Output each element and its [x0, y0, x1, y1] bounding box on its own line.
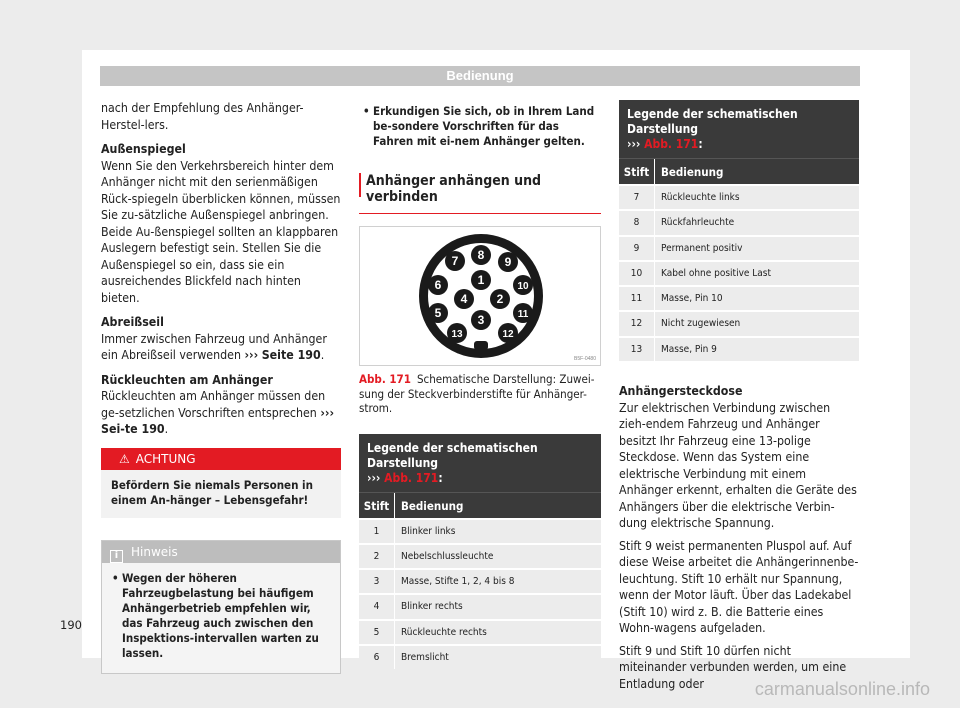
table-row — [619, 211, 859, 234]
watermark: carmanualsonline.info — [754, 679, 930, 699]
figure-reference-link[interactable]: Abb. 171 — [644, 137, 699, 151]
cell-stift: 12 — [619, 312, 655, 335]
warning-label: ACHTUNG — [135, 451, 196, 466]
pin-label: 13 — [451, 329, 463, 340]
pin-label: 11 — [517, 309, 529, 320]
paragraph: Wenn Sie den Verkehrsbereich hinter dem Anhänger nicht mit den serienmäßigen Rück-spiegeln überblicken können, müssen Sie zu-sätzliche Außenspiegel anbringen. Beide Au-ßenspiegel sollten an klappbaren Auslegern befestigt sein. Stellen Sie die Außenspiegel so ein, dass sie ein ausreichendes Blickfeld nach hinten bieten. — [101, 158, 341, 305]
paragraph: Rückleuchten am Anhänger müssen den ge-setzlichen Vorschriften entsprechen — [101, 389, 326, 420]
table-row — [619, 312, 859, 335]
page-number: 190 — [60, 618, 82, 632]
cell-bedienung: Nicht zugewiesen — [661, 318, 741, 330]
table-row — [359, 621, 601, 644]
pin-label: 2 — [496, 292, 504, 306]
cell-bedienung: Bremslicht — [401, 651, 449, 663]
note-bullet — [102, 563, 340, 673]
cell-bedienung: Blinker links — [401, 525, 456, 537]
pin-label: 5 — [434, 306, 442, 320]
page-reference-link[interactable]: Seite 190 — [261, 348, 321, 362]
cell-bedienung: Masse, Pin 9 — [661, 343, 717, 355]
cell-bedienung: Kabel ohne positive Last — [661, 267, 772, 279]
cell-bedienung: Masse, Stifte 1, 2, 4 bis 8 — [401, 576, 515, 588]
connector-key-notch — [474, 341, 488, 350]
subheading: Außenspiegel — [101, 142, 186, 156]
caption-text: Schematische Darstellung: Zuwei-sung der Steckverbinderstifte für Anhänger-strom. — [359, 372, 595, 415]
header-stift: Stift — [359, 493, 395, 518]
pin-label: 10 — [517, 281, 529, 292]
legend-table-1 — [359, 434, 601, 670]
cell-stift: 1 — [359, 520, 395, 543]
note-text: Wegen der höheren Fahrzeugbelastung bei häufigem Anhängerbetrieb empfehlen wir, das Fahrzeug auch zwischen den Inspektions-intervallen warten zu lassen. — [122, 570, 319, 660]
warning-header — [101, 448, 341, 470]
section-rueckleuchten: Rückleuchten am Anhänger Rückleuchten am Anhänger müssen den ge-setzlichen Vorschriften entsprechen ››› Sei-te 190. — [101, 372, 335, 436]
column-middle — [359, 100, 601, 669]
table-row — [619, 338, 859, 361]
page-header: Bedienung — [100, 66, 860, 86]
section-aussenspiegel — [101, 141, 341, 306]
paragraph: Zur elektrischen Verbindung zwischen zieh-endem Fahrzeug und Anhänger besitzt Ihr Fahrzeug eine 13-polige Steckdose. Wenn das System eine elektrische Verbindung mit einem Anhänger erkennt, erhalten die Geräte des Anhängers über die elektrische Verbin-dung elektrische Spannung. — [619, 400, 857, 531]
chevron-link-icon: ››› — [627, 137, 641, 151]
cell-stift: 13 — [619, 338, 655, 361]
cell-bedienung: Nebelschlussleuchte — [401, 550, 494, 562]
cell-stift: 5 — [359, 621, 395, 644]
cell-bedienung: Rückleuchte links — [661, 192, 740, 203]
chevron-link-icon: ››› — [244, 348, 259, 362]
figure-reference-link[interactable]: Abb. 171 — [384, 470, 439, 485]
subheading: Anhängersteckdose — [619, 384, 743, 399]
table-header — [619, 158, 859, 184]
pin-label: 4 — [460, 292, 468, 306]
pin-label: 12 — [502, 329, 514, 340]
cell-bedienung: Rückfahrleuchte — [661, 217, 735, 229]
figure-caption — [359, 372, 601, 416]
subheading: Rückleuchten am Anhänger — [101, 372, 273, 387]
subheading: Abreißseil — [101, 315, 164, 329]
cell-stift: 2 — [359, 545, 395, 568]
cell-bedienung: Masse, Pin 10 — [661, 293, 723, 305]
pin-label: 8 — [477, 248, 485, 262]
table-body — [619, 186, 859, 361]
table-title: Legende der schematischen Darstellung ››› Abb. 171: — [359, 434, 601, 492]
cell-stift: 4 — [359, 595, 395, 618]
cell-stift: 6 — [359, 646, 395, 669]
bullet-item — [359, 100, 601, 149]
legend-table-2 — [619, 100, 859, 361]
table-title-text: Legende der schematischen Darstellung — [367, 440, 538, 470]
paragraph: Stift 9 und Stift 10 dürfen nicht miteinander verbunden werden, um eine Entladung oder — [619, 643, 847, 691]
table-row — [619, 237, 859, 260]
figure-code: B5F-0480 — [574, 356, 596, 362]
header-stift: Stift — [619, 159, 655, 184]
bullet-icon: • — [112, 570, 119, 585]
cell-stift: 3 — [359, 570, 395, 593]
pin-label: 3 — [477, 313, 485, 327]
note-header — [102, 541, 340, 563]
table-row — [619, 186, 859, 209]
note-label: Hinweis — [131, 544, 178, 559]
cell-stift: 11 — [619, 287, 655, 310]
cell-bedienung: Blinker rechts — [401, 601, 463, 613]
bullet-icon: • — [363, 104, 370, 118]
paragraph: nach der Empfehlung des Anhänger-Herstel-lers. — [101, 101, 304, 132]
cell-stift: 7 — [619, 186, 655, 209]
connector-pin-diagram — [360, 227, 600, 365]
paragraph: Immer zwischen Fahrzeug und Anhänger ein Abreißseil verwenden — [101, 331, 327, 362]
info-icon: i — [110, 550, 123, 563]
header-bedienung: Bedienung — [401, 498, 464, 513]
chevron-link-icon: ››› — [320, 405, 335, 420]
column-left — [101, 100, 341, 674]
header-bedienung: Bedienung — [661, 165, 724, 179]
pin-label: 7 — [451, 254, 459, 268]
table-row — [619, 287, 859, 310]
bullet-text: Erkundigen Sie sich, ob in Ihrem Land be-sondere Vorschriften für das Fahren mit ei-nem Anhänger gelten. — [373, 104, 595, 148]
column-right — [619, 100, 859, 700]
page-reference-link[interactable]: Sei-te 190 — [101, 422, 165, 436]
table-row — [619, 262, 859, 285]
table-title-text: Legende der schematischen Darstellung — [627, 107, 798, 136]
table-title: Legende der schematischen Darstellung ››› Abb. 171: — [619, 100, 859, 158]
cell-stift: 8 — [619, 211, 655, 234]
warning-text: Befördern Sie niemals Personen in einem An-hänger – Lebensgefahr! — [111, 477, 313, 507]
note-box — [101, 540, 341, 674]
paragraph: Stift 9 weist permanenten Pluspol auf. Auf diese Weise arbeitet die Anhängerinnenbe-leuchtung. Stift 10 erhält nur Spannung, wenn der Motor läuft. Über das Ladekabel (Stift 10) wird z. B. die Batterie eines Wohn-wagens aufgeladen. — [619, 538, 859, 636]
table-row — [359, 646, 601, 669]
cell-stift: 9 — [619, 237, 655, 260]
table-row — [359, 545, 601, 568]
pin-label: 9 — [504, 255, 512, 269]
table-row — [359, 570, 601, 593]
warning-box — [101, 448, 341, 518]
table-row — [359, 595, 601, 618]
table-body — [359, 520, 601, 670]
connector-figure — [359, 226, 601, 366]
section-abreissseil: Abreißseil Immer zwischen Fahrzeug und Anhänger ein Abreißseil verwenden ››› Seite 190. — [101, 315, 327, 362]
table-header — [359, 492, 601, 518]
section-title: Anhänger anhängen und verbinden — [359, 173, 601, 214]
pin-label: 6 — [434, 278, 442, 292]
chevron-link-icon: ››› — [367, 470, 381, 485]
section-steckdose — [619, 383, 859, 692]
cell-bedienung: Rückleuchte rechts — [401, 626, 487, 638]
pin-label: 1 — [477, 273, 485, 287]
figure-label: Abb. 171 — [359, 372, 411, 386]
table-row — [359, 520, 601, 543]
cell-stift: 10 — [619, 262, 655, 285]
warning-triangle-icon: ⚠ — [119, 451, 130, 466]
cell-bedienung: Permanent positiv — [661, 242, 743, 254]
